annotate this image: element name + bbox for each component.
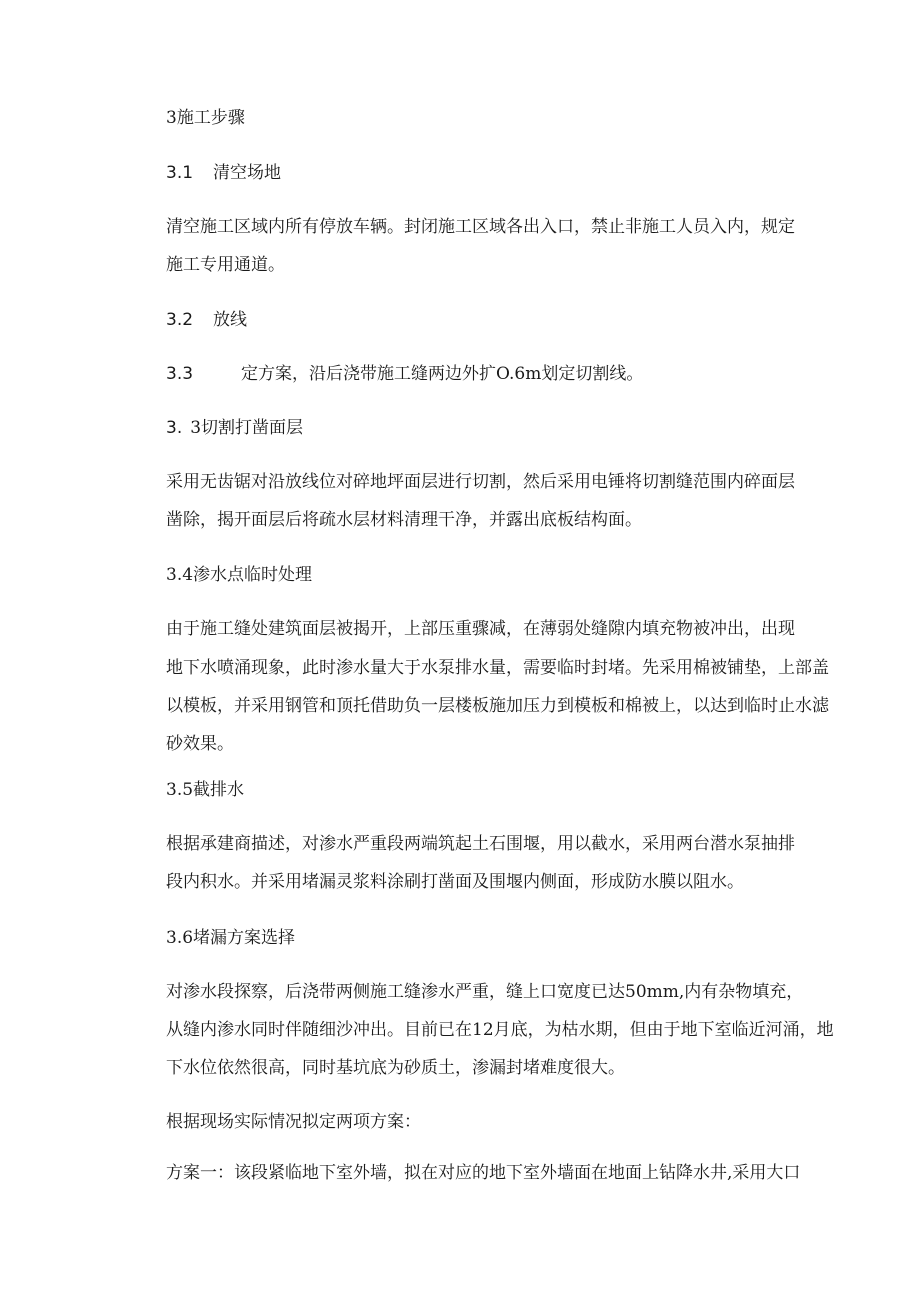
heading-3	[166, 110, 245, 127]
heading-3-3b	[166, 420, 303, 437]
heading-3-5: 3.5截排水	[166, 780, 245, 800]
heading-3-1	[166, 165, 281, 182]
paragraph-3-4-line-2: 地下水喷涌现象，此时渗水量大于水泵排水量，需要临时封堵。先采用棉被铺垫，上部盖	[166, 658, 829, 678]
heading-3-2	[166, 312, 247, 329]
heading-3-text: 3施工步骤	[166, 108, 245, 128]
heading-3-3	[166, 366, 643, 383]
paragraph-3-6-line-2: 从缝内渗水同时伴随细沙冲出。目前已在12月底，为枯水期，但由于地下室临近河涌，地	[166, 1020, 834, 1040]
paragraph-plan-1: 方案一：该段紧临地下室外墙，拟在对应的地下室外墙面在地面上钻降水井,采用大口	[166, 1163, 801, 1183]
paragraph-3-4-line-4: 砂效果。	[166, 734, 234, 754]
paragraph-3-1-line-1: 清空施工区域内所有停放车辆。封闭施工区域各出入口，禁止非施工人员入内，规定	[166, 217, 795, 237]
heading-3-1-title: 清空场地	[213, 163, 282, 183]
paragraph-3-6-line-1: 对渗水段探察，后浇带两侧施工缝渗水严重，缝上口宽度已达50mm,内有杂物填充，	[166, 982, 804, 1002]
paragraph-3-1-line-2: 施工专用通道。	[166, 255, 285, 275]
heading-3-2-number: 3.2	[166, 310, 194, 330]
heading-3-3-number: 3.3	[166, 364, 194, 384]
paragraph-3-4-line-1: 由于施工缝处建筑面层被揭开，上部压重骤减，在薄弱处缝隙内填充物被冲出，出现	[166, 619, 795, 639]
heading-3-1-number: 3.1	[166, 163, 194, 183]
heading-3-3b-title: 3切割打凿面层	[190, 418, 304, 438]
heading-3-3b-number: 3.	[166, 418, 183, 438]
heading-3-6: 3.6堵漏方案选择	[166, 928, 296, 948]
paragraph-plan-intro: 根据现场实际情况拟定两项方案：	[166, 1112, 421, 1132]
paragraph-3-3b-line-1: 采用无齿锯对沿放线位对碎地坪面层进行切割，然后采用电锤将切割缝范围内碎面层	[166, 472, 795, 492]
paragraph-3-5-line-1: 根据承建商描述，对渗水严重段两端筑起土石围堰，用以截水，采用两台潜水泵抽排	[166, 834, 795, 854]
heading-3-3-text: 定方案，沿后浇带施工缝两边外扩O.6m划定切割线。	[241, 364, 644, 384]
paragraph-3-4-line-3: 以模板，并采用钢管和顶托借助负一层楼板施加压力到模板和棉被上，以达到临时止水滤	[166, 696, 829, 716]
heading-3-2-title: 放线	[213, 310, 248, 330]
heading-3-4: 3.4渗水点临时处理	[166, 565, 313, 585]
paragraph-3-5-line-2: 段内积水。并采用堵漏灵浆料涂刷打凿面及围堰内侧面，形成防水膜以阻水。	[166, 872, 744, 892]
paragraph-3-6-line-3: 下水位依然很高，同时基坑底为砂质土，渗漏封堵难度很大。	[166, 1058, 625, 1078]
paragraph-3-3b-line-2: 凿除，揭开面层后将疏水层材料清理干净，并露出底板结构面。	[166, 510, 642, 530]
